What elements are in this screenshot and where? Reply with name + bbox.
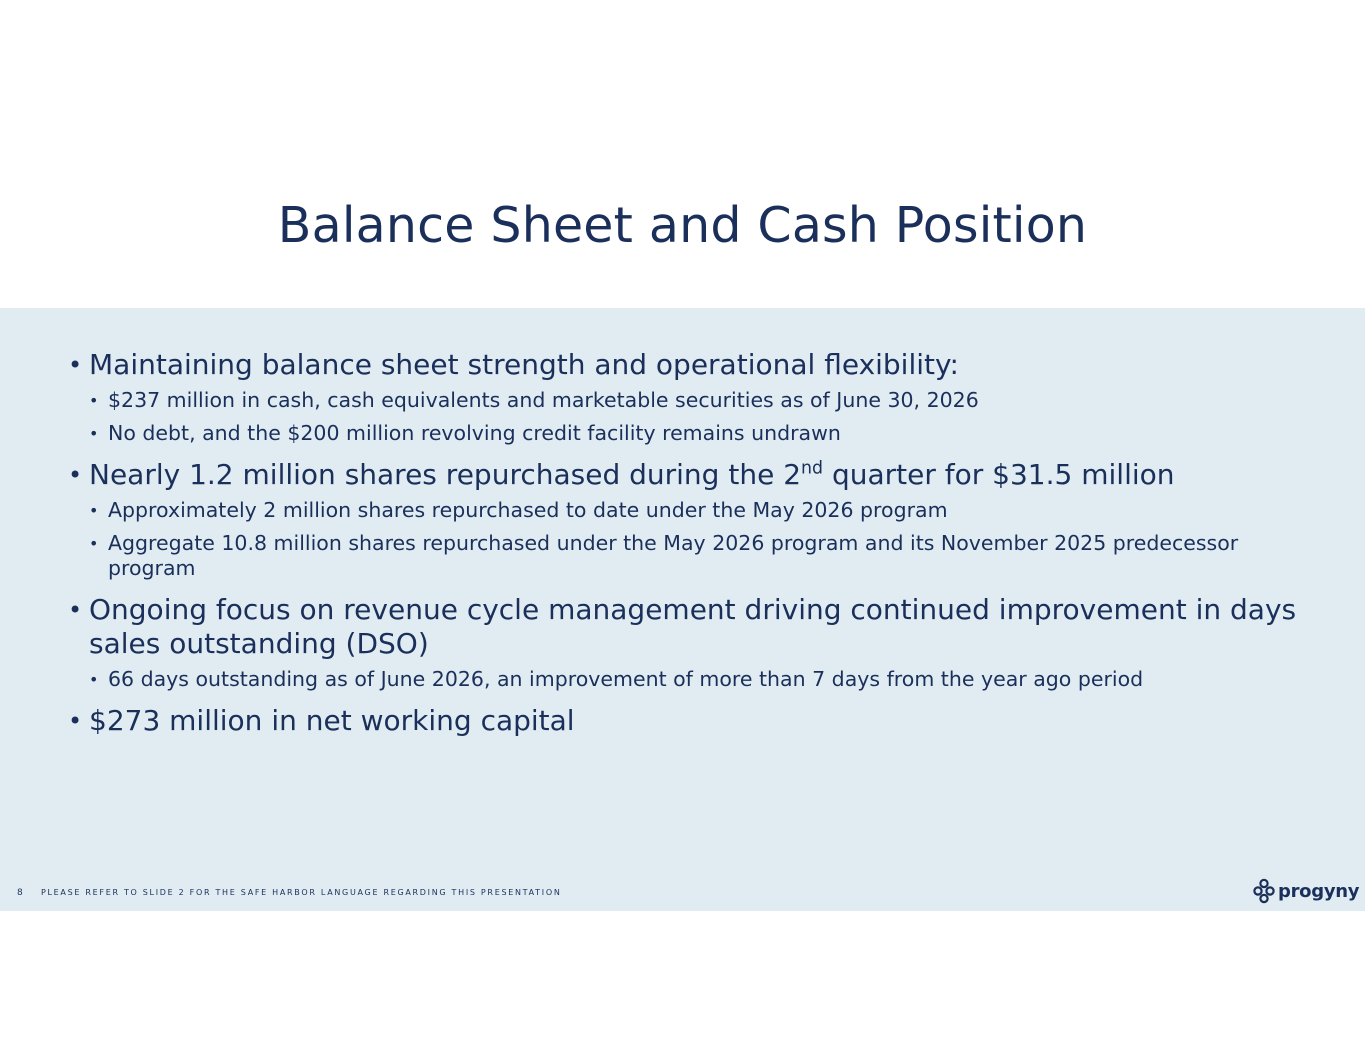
- ordinal-suffix: nd: [801, 458, 824, 479]
- slide-title: Balance Sheet and Cash Position: [277, 197, 1088, 254]
- progyny-logo-text: progyny: [1278, 880, 1360, 902]
- progyny-logo-icon: [1253, 878, 1275, 904]
- bullet-working-capital: • $273 million in net working capital: [68, 704, 1298, 738]
- sub-bullet-aggregate-repurchased: • Aggregate 10.8 million shares repurchased under the May 2026 program and its November 2025 predecessor program: [89, 531, 1298, 581]
- sub-bullet-debt: • No debt, and the $200 million revolving credit facility remains undrawn: [89, 421, 1298, 446]
- slide-number: 8: [17, 888, 23, 898]
- bullet-list: [68, 348, 1298, 738]
- sub-bullet-dso: • 66 days outstanding as of June 2026, an improvement of more than 7 days from the year ago period: [89, 667, 1298, 692]
- content-panel: [0, 308, 1365, 911]
- sub-bullet-cash: • $237 million in cash, cash equivalents and marketable securities as of June 30, 2026: [89, 388, 1298, 413]
- bullet-balance-sheet: • Maintaining balance sheet strength and operational flexibility:: [68, 348, 1298, 382]
- progyny-logo: [1253, 878, 1359, 904]
- bullet-share-repurchase-text: Nearly 1.2 million shares repurchased during the 2: [89, 458, 802, 491]
- bullet-share-repurchase: [68, 458, 1298, 492]
- sub-bullet-repurchased-to-date: • Approximately 2 million shares repurchased to date under the May 2026 program: [89, 498, 1298, 523]
- bullet-revenue-cycle: • Ongoing focus on revenue cycle management driving continued improvement in days sales outstanding (DSO): [68, 593, 1298, 661]
- bullet-share-repurchase-text-end: quarter for $31.5 million: [823, 458, 1175, 491]
- safe-harbor-disclaimer: PLEASE REFER TO SLIDE 2 FOR THE SAFE HARBOR LANGUAGE REGARDING THIS PRESENTATION: [41, 888, 562, 897]
